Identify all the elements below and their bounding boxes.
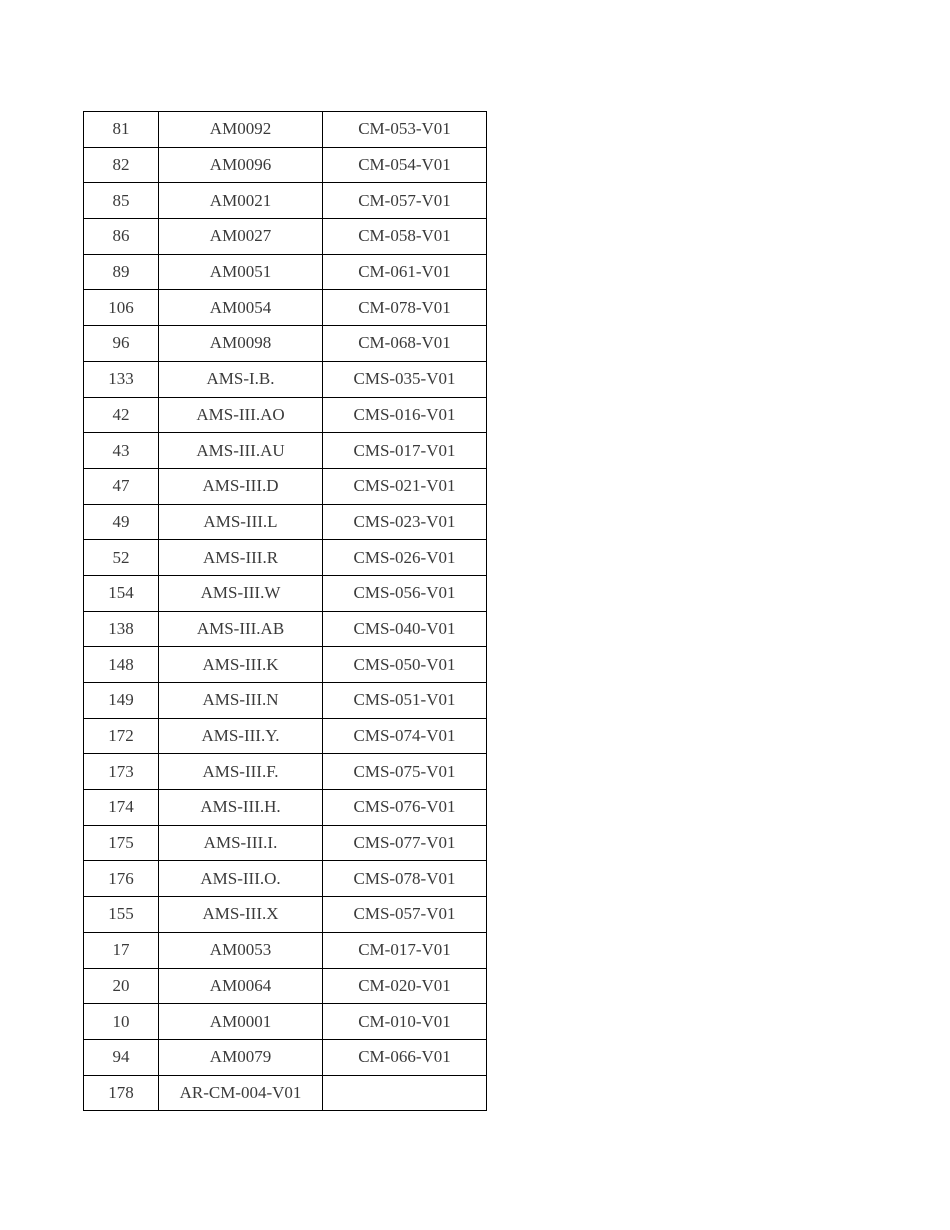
- table-row: [84, 112, 487, 148]
- table-row: [84, 754, 487, 790]
- methodology-code-cell: AMS-III.Y.: [159, 718, 323, 754]
- methodology-code-cell: AM0079: [159, 1039, 323, 1075]
- new-code-cell: CM-078-V01: [323, 290, 487, 326]
- new-code-cell: CMS-023-V01: [323, 504, 487, 540]
- table-row: [84, 647, 487, 683]
- methodology-code-cell: AM0027: [159, 219, 323, 255]
- row-number-cell: 47: [84, 468, 159, 504]
- new-code-cell: CM-068-V01: [323, 326, 487, 362]
- new-code-cell: CMS-017-V01: [323, 433, 487, 469]
- new-code-cell: CMS-040-V01: [323, 611, 487, 647]
- table-row: [84, 1075, 487, 1111]
- methodology-table: [83, 111, 487, 1111]
- row-number-cell: 94: [84, 1039, 159, 1075]
- methodology-code-cell: AMS-III.AO: [159, 397, 323, 433]
- table-row: [84, 790, 487, 826]
- new-code-cell: CM-010-V01: [323, 1004, 487, 1040]
- methodology-code-cell: AMS-III.R: [159, 540, 323, 576]
- methodology-code-cell: AMS-III.H.: [159, 790, 323, 826]
- new-code-cell: CMS-016-V01: [323, 397, 487, 433]
- methodology-code-cell: AMS-III.K: [159, 647, 323, 683]
- row-number-cell: 178: [84, 1075, 159, 1111]
- new-code-cell: [323, 1075, 487, 1111]
- new-code-cell: CMS-074-V01: [323, 718, 487, 754]
- methodology-code-cell: AM0001: [159, 1004, 323, 1040]
- new-code-cell: CM-020-V01: [323, 968, 487, 1004]
- table-row: [84, 968, 487, 1004]
- methodology-code-cell: AMS-III.AB: [159, 611, 323, 647]
- new-code-cell: CMS-050-V01: [323, 647, 487, 683]
- table-row: [84, 575, 487, 611]
- methodology-code-cell: AR-CM-004-V01: [159, 1075, 323, 1111]
- row-number-cell: 149: [84, 683, 159, 719]
- new-code-cell: CMS-035-V01: [323, 361, 487, 397]
- methodology-code-cell: AMS-III.X: [159, 897, 323, 933]
- row-number-cell: 20: [84, 968, 159, 1004]
- new-code-cell: CMS-076-V01: [323, 790, 487, 826]
- table-row: [84, 540, 487, 576]
- methodology-code-cell: AMS-I.B.: [159, 361, 323, 397]
- row-number-cell: 43: [84, 433, 159, 469]
- new-code-cell: CM-061-V01: [323, 254, 487, 290]
- row-number-cell: 10: [84, 1004, 159, 1040]
- new-code-cell: CM-017-V01: [323, 932, 487, 968]
- row-number-cell: 89: [84, 254, 159, 290]
- methodology-code-cell: AMS-III.I.: [159, 825, 323, 861]
- table-row: [84, 254, 487, 290]
- row-number-cell: 176: [84, 861, 159, 897]
- table-row: [84, 504, 487, 540]
- table-row: [84, 468, 487, 504]
- row-number-cell: 133: [84, 361, 159, 397]
- row-number-cell: 81: [84, 112, 159, 148]
- row-number-cell: 138: [84, 611, 159, 647]
- methodology-code-cell: AMS-III.N: [159, 683, 323, 719]
- row-number-cell: 52: [84, 540, 159, 576]
- methodology-code-cell: AM0092: [159, 112, 323, 148]
- table-row: [84, 183, 487, 219]
- methodology-code-cell: AMS-III.F.: [159, 754, 323, 790]
- table-row: [84, 290, 487, 326]
- new-code-cell: CM-054-V01: [323, 147, 487, 183]
- methodology-code-cell: AMS-III.D: [159, 468, 323, 504]
- row-number-cell: 49: [84, 504, 159, 540]
- row-number-cell: 172: [84, 718, 159, 754]
- table-row: [84, 861, 487, 897]
- methodology-code-cell: AM0051: [159, 254, 323, 290]
- new-code-cell: CMS-057-V01: [323, 897, 487, 933]
- table-row: [84, 611, 487, 647]
- row-number-cell: 148: [84, 647, 159, 683]
- new-code-cell: CMS-026-V01: [323, 540, 487, 576]
- methodology-code-cell: AM0021: [159, 183, 323, 219]
- methodology-code-cell: AM0096: [159, 147, 323, 183]
- row-number-cell: 85: [84, 183, 159, 219]
- row-number-cell: 86: [84, 219, 159, 255]
- table-row: [84, 718, 487, 754]
- methodology-code-cell: AM0098: [159, 326, 323, 362]
- methodology-code-cell: AMS-III.AU: [159, 433, 323, 469]
- row-number-cell: 17: [84, 932, 159, 968]
- row-number-cell: 173: [84, 754, 159, 790]
- table-row: [84, 219, 487, 255]
- table-row: [84, 361, 487, 397]
- table-row: [84, 1039, 487, 1075]
- new-code-cell: CM-066-V01: [323, 1039, 487, 1075]
- methodology-code-cell: AM0064: [159, 968, 323, 1004]
- methodology-code-cell: AM0054: [159, 290, 323, 326]
- new-code-cell: CM-057-V01: [323, 183, 487, 219]
- table-row: [84, 397, 487, 433]
- row-number-cell: 82: [84, 147, 159, 183]
- row-number-cell: 106: [84, 290, 159, 326]
- table-row: [84, 825, 487, 861]
- table-row: [84, 326, 487, 362]
- methodology-code-cell: AMS-III.W: [159, 575, 323, 611]
- new-code-cell: CMS-056-V01: [323, 575, 487, 611]
- table-row: [84, 1004, 487, 1040]
- new-code-cell: CMS-078-V01: [323, 861, 487, 897]
- new-code-cell: CMS-075-V01: [323, 754, 487, 790]
- methodology-code-cell: AMS-III.L: [159, 504, 323, 540]
- table-row: [84, 683, 487, 719]
- table-row: [84, 932, 487, 968]
- table-row: [84, 433, 487, 469]
- row-number-cell: 175: [84, 825, 159, 861]
- new-code-cell: CM-053-V01: [323, 112, 487, 148]
- row-number-cell: 42: [84, 397, 159, 433]
- table-body: [84, 112, 487, 1111]
- table-row: [84, 147, 487, 183]
- methodology-code-cell: AMS-III.O.: [159, 861, 323, 897]
- new-code-cell: CMS-051-V01: [323, 683, 487, 719]
- methodology-code-cell: AM0053: [159, 932, 323, 968]
- row-number-cell: 174: [84, 790, 159, 826]
- row-number-cell: 155: [84, 897, 159, 933]
- row-number-cell: 154: [84, 575, 159, 611]
- row-number-cell: 96: [84, 326, 159, 362]
- new-code-cell: CM-058-V01: [323, 219, 487, 255]
- new-code-cell: CMS-077-V01: [323, 825, 487, 861]
- table-row: [84, 897, 487, 933]
- new-code-cell: CMS-021-V01: [323, 468, 487, 504]
